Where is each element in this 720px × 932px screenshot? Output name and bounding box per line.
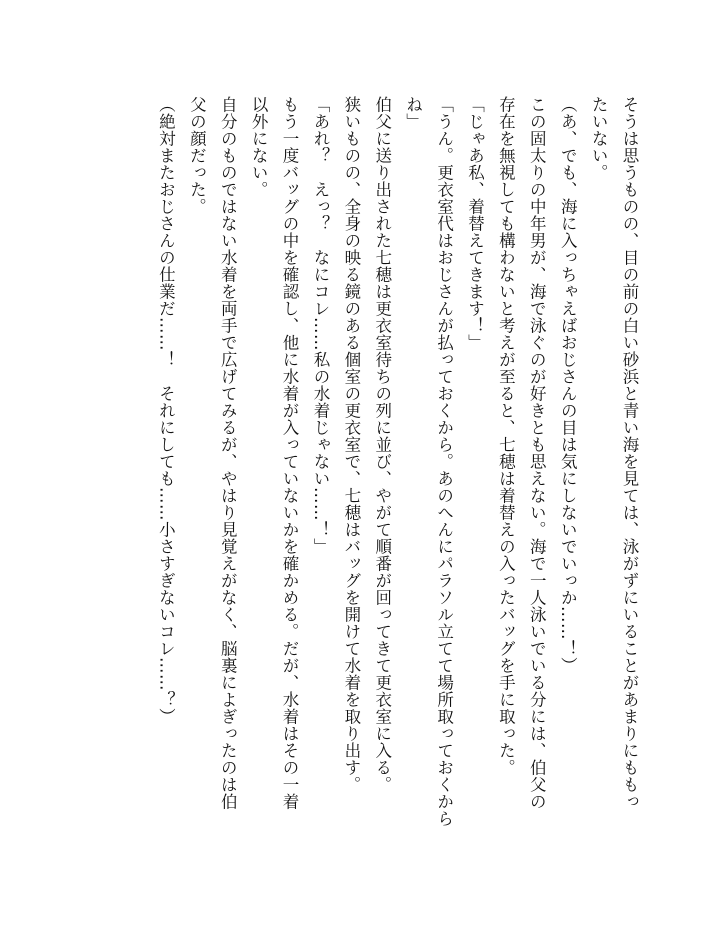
text-line: 狭いものの、全身の映る鏡のある個室の更衣室で、七穂はバッグを開けて水着を取り出す。 <box>341 96 361 793</box>
text-line: 「じゃあ私、着替えてきます！」 <box>465 96 485 351</box>
text-line: たいない。 <box>589 96 609 181</box>
text-line: 存在を無視しても構わないと考えが至ると、七穂は着替えの入ったバッグを手に取った。 <box>496 96 516 776</box>
text-line: （絶対またおじさんの仕業だ……！ それにしても……小さすぎないコレ……？） <box>156 96 176 725</box>
text-line: この固太りの中年男が、海で泳ぐのが好きとも思えない。海で一人泳いでいる分には、伯父の <box>527 96 547 810</box>
text-line: 「あれ？ えっ？ なにコレ……私の水着じゃない……！」 <box>310 96 330 555</box>
text-line: 自分のものではない水着を両手で広げてみるが、やはり見覚えがなく、脳裏によぎったのは伯 <box>218 96 238 810</box>
text-line: 伯父に送り出された七穂は更衣室待ちの列に並び、やがて順番が回ってきて更衣室に入る。 <box>372 96 392 793</box>
text-line: ね」 <box>403 96 423 130</box>
text-line: もう一度バッグの中を確認し、他に水着が入っていないかを確かめる。だが、水着はその一着 <box>280 96 300 810</box>
text-line: 父の顔だった。 <box>187 96 207 215</box>
text-line: （あ、でも、海に入っちゃえばおじさんの目は気にしないでいっか……！） <box>558 96 578 674</box>
text-line: そうは思うものの、目の前の白い砂浜と青い海を見ては、泳がずにいることがあまりにももっ <box>620 96 639 810</box>
vertical-text-body <box>74 96 644 846</box>
text-line: 「うん。更衣室代はおじさんが払っておくから。あのへんにパラソル立てて場所取っておくから <box>434 96 454 827</box>
text-line: 以外にない。 <box>249 96 269 198</box>
